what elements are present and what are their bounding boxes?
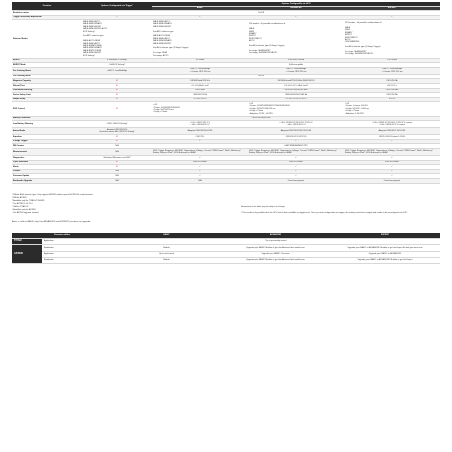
check-mark: ✓ xyxy=(295,16,297,19)
feature-value: + AUTO: Low/Mid/High xyxy=(82,67,152,74)
fw-cell: Up to and issued xyxy=(112,251,221,257)
feature-name: Low Battery Warning xyxy=(12,121,82,128)
feature-value: 0.5 s/4 s/Bolt Lock² xyxy=(152,84,248,89)
feature-value: • Off • Power: 100/90/80/70/60/50% • Delay: 50/100/150 ms • Delay + Power xyxy=(152,102,248,116)
fw-row-label: Application xyxy=(42,238,112,244)
expert-header: EXPERT xyxy=(344,6,440,11)
feature-value: ROF, Trigger Response, MOSFET Temperature, Voltage, Current³, RMS Power³, Work³, Efficiency³, Battery Data per Shot³, ROF Achieved as GEAR xyxy=(152,149,248,156)
feature-value: N/A xyxy=(82,174,152,179)
notes xyxy=(12,194,440,215)
cross-mark: ✗ xyxy=(116,80,118,83)
features-body xyxy=(12,11,440,183)
check-mark: ✓ xyxy=(295,170,297,173)
basic-header: BASIC xyxy=(152,6,248,11)
check-mark: ✓ xyxy=(391,174,393,177)
fw-cell: Upgrade your BASIC or ADVANCED Module or get the Expert xyxy=(330,258,440,264)
feature-value: 3X3 modes - all possible combinations of: SAFE SEMI BINARY BURST BURST/AUTO AUTO DPM RAMPING For AUG selector type (2-Stage Trigger): 1st stage: SEMI/BURST 2nd stage: SEMI/BURST/AUTO xyxy=(344,20,440,58)
feature-value: + AUTO: Low/Mid/High + Custom: RPS 250 ms xyxy=(152,67,248,74)
check-mark: ✓ xyxy=(391,16,393,19)
feature-value: Off/1-250 Bb xyxy=(344,79,440,84)
check-mark: ✓ xyxy=(295,140,297,143)
feature-name: BURST Mode xyxy=(12,63,82,68)
check-mark: ✓ xyxy=(295,174,297,177)
feature-name: Selector Modes xyxy=(12,20,82,58)
feature-value: 0.2 s/0.5 s/1 s xyxy=(152,97,248,102)
feature-value: SAFE-SEMI-AUTO SAFE-SEMI-BINARY SAFE-SEMI-BURST For AR15 selector type: SAFE-AUTO-SEMI SAFE-SEMI-AUTO SAFE-SEMI-BINARY SAFE-SEMI-BURST For AUG selector type (2-Stage Trigger): 1st stage: SEMI 2nd stage: AUTO xyxy=(152,20,248,58)
feature-value: 0.2 s/0.5 s/1 s/1.5 s/2 s xyxy=(248,97,344,102)
feature-name: Series Safety Limit xyxy=(12,93,82,98)
feature-value: + AUTO: Low/Mid/High + Custom: RPS 250 ms xyxy=(248,67,344,74)
feature-name: Brushless motor xyxy=(12,11,82,16)
feature-value: SAFE-SEMI-AUTO SAFE-SEMI-BINARY SAFE-SEMI-BURST SAFE-SEMI-BURST-AUTO ECS Setting² For AR15 selector type: SAFE-AUTO-SEMI SAFE-SEMI-AUTO SAFE-BINARY-SEMI SAFE-SEMI-BINARY SAFE-BURST-SEMI SAFE-SEMI-BURST ECS Setting² xyxy=(82,20,152,58)
feature-value: Ext/Off/Custom xyxy=(344,160,440,165)
feature-value: Adaptive/ON/OFF/50%/OFF xyxy=(152,128,248,135)
feature-value: Adaptive/ON/OFF/1-99%/OFF xyxy=(344,128,440,135)
feature-value: Full/interruptible xyxy=(152,63,440,68)
feature-value: N/A xyxy=(152,178,248,183)
cross-mark: ✗ xyxy=(116,135,118,138)
cross-mark: ✗ xyxy=(116,107,118,110)
feature-value: ROF, Trigger Response, MOSFET Temperature, Voltage, Current³, RMS Power³, Work³, Efficiency³, Battery Data per Shot³, ROF Achieved as GEAR xyxy=(344,149,440,156)
feature-value: Off/1-250 Bb xyxy=(344,93,440,98)
feature-name: 2-Stage Trigger xyxy=(12,139,82,144)
feature-value: N/A xyxy=(82,144,152,149)
feature-name: ROF Control xyxy=(12,102,82,116)
feature-value: OFF/LiPo/LiFe/Li-Ion xyxy=(82,116,440,121)
feature-value: One-time payment xyxy=(248,178,344,183)
advanced-header: ADVANCED xyxy=(248,6,344,11)
feature-value: • Off • Power: 100/95/90/85/80/75/70/60/50/40/30% • Delay: 25/50/75/100/125 ms • Delay + Power • Adaptive: 15/20...50 RPS xyxy=(248,102,344,116)
feature-name: Equalizer xyxy=(12,135,82,140)
fw-cell: Upgrade your BASIC Module or get the Advanced bot module one xyxy=(221,258,330,264)
fw-cell: Upgrade your BASIC. Purchase xyxy=(221,251,330,257)
fw-expert-header: EXPERT xyxy=(330,233,440,239)
feature-value: • LiPo: OFF/6.1/7.2/9.6/11.1 V/12.6 V custom • LiFe: OFF/6.6/9.9 V custom xyxy=(344,121,440,128)
trigger-header: Options Configurable via Trigger¹ xyxy=(82,2,152,11)
feature-value: 3/5 round xyxy=(152,58,248,63)
fw-cell: Module xyxy=(112,245,221,251)
feature-value: • Off • Power: Custom: 100-5% • Delay: 5/10/15/...1000 ms • Delay + Power • Adaptive: 1-50 RPS xyxy=(344,102,440,116)
fw-cell: Up to previously issued xyxy=(112,238,440,244)
fw-row-label: Bootloader xyxy=(42,258,112,264)
feature-name: Magazine Capacity xyxy=(12,79,82,84)
aster-label: ASTER xyxy=(12,245,42,264)
aster-note: Aster is sold as BASIC only. For ADVANCED and EXPERT purchase an upgrade. xyxy=(12,220,91,223)
feature-name: Pre-Cocking Boost xyxy=(12,67,82,74)
feature-value: • LiPo: OFF/6.2/7.2/8.4/11.1 V/12.6 V • LiFe: OFF/6.6/9.9 V xyxy=(248,121,344,128)
feature-name: Active Brake xyxy=(12,128,82,135)
feature-value: ROF, Trigger Response, MOSFET Temperature, Voltage, Current³, RMS Power³, Work³, Efficiency³, Battery Data per Shot³, ROF Achieved as GEAR xyxy=(248,149,344,156)
feature-name: Cycle Detection xyxy=(12,160,82,165)
feature-value: OFF/1-100%/Custom 1-100% xyxy=(344,135,440,140)
feature-name: Profiles xyxy=(12,169,82,174)
cross-mark: ✗ xyxy=(116,161,118,164)
feature-name: Pre-Cocking Mode³ xyxy=(12,74,82,79)
cross-mark: ✗ xyxy=(116,98,118,101)
feature-name: Sniper Delay xyxy=(12,97,82,102)
titan-label: TITAN xyxy=(12,238,42,244)
feature-value: • LiPo: OFF/7.2/11.1 V • LiFe: OFF/6.6/9.9 V xyxy=(152,121,248,128)
feature-value: Off/10 BBs xyxy=(152,88,248,93)
table-row xyxy=(12,149,440,156)
feature-value: 3/5/x/5/8/10 round xyxy=(248,58,344,63)
feature-value: Off/30/50/70 Bb xyxy=(152,93,248,98)
feature-value: 3 rounds/ECS Setting² xyxy=(82,58,152,63)
feature-name: Firmware Update xyxy=(12,174,82,179)
cross-mark: ✗ xyxy=(116,140,118,143)
feature-value: Full/ECS Setting² xyxy=(82,63,152,68)
feature-name: Diagnostics xyxy=(12,156,82,161)
cross-mark: ✗ xyxy=(116,84,118,87)
gcu-header: Options Configurable via GCU xyxy=(152,2,440,6)
feature-value: N/A xyxy=(82,149,152,156)
fw-cell: Upgrade your BASIC or ADVANCED xyxy=(330,251,440,257)
check-mark: ✓ xyxy=(199,165,201,168)
feature-value: Ext/Off/Custom xyxy=(248,160,344,165)
feature-value: Off/30/40/mid/120 60s xyxy=(152,79,248,84)
feature-value: 0.5 s/0.5 s/1.5 s/Bolt Lock² xyxy=(248,84,344,89)
table-row xyxy=(12,102,440,116)
check-mark: ✓ xyxy=(199,140,201,143)
feature-value: Ext/Off/Custom xyxy=(152,160,248,165)
feature-name: Trigger Sensitivity Adjustment xyxy=(12,15,82,20)
fw-cell: Upgrade your BASIC or ADVANCED Module or get the Expert Bu tool ges smart one xyxy=(330,245,440,251)
feature-name: Low Ammo Warning xyxy=(12,88,82,93)
table-row xyxy=(12,121,440,128)
fw-basic-header: BASIC xyxy=(112,233,221,239)
fw-row xyxy=(12,258,440,264)
feature-value: Off/11.1V/ECS Setting² xyxy=(82,121,152,128)
fw-advanced-header: ADVANCED xyxy=(221,233,330,239)
feature-value: N/A xyxy=(82,169,152,174)
feature-value: Off/30/60s/mid/125/130/40s/3/60/100/130 xyxy=(248,79,344,84)
feature-value: OFF/0/0.5/1/1.5/2/2.5% xyxy=(248,135,344,140)
feature-name: Bootloader Upgrade xyxy=(12,178,82,183)
feature-value: Adaptive/ON/OFF/25/50/75%/OFF xyxy=(248,128,344,135)
feature-value: Off/30/40/50/60/70/80 Bb xyxy=(248,93,344,98)
check-mark: ✓ xyxy=(199,16,201,19)
cross-mark: ✗ xyxy=(116,165,118,168)
fw-edition-header: Firmware edition xyxy=(12,233,112,239)
feature-value: Off/1-250 BBs xyxy=(344,88,440,93)
check-mark: ✓ xyxy=(199,170,201,173)
feature-value: 2-99 round xyxy=(344,58,440,63)
feature-value: One-time payment xyxy=(344,178,440,183)
feature-value: On/Off xyxy=(82,11,440,16)
feature-name: Measurements xyxy=(12,149,82,156)
check-mark: ✓ xyxy=(116,16,118,19)
fw-row-label: Application xyxy=(42,251,112,257)
feature-value: LAST/RBBLAIRB/HY/TRY xyxy=(152,144,440,149)
check-mark: ✓ xyxy=(391,140,393,143)
feature-name: Battery Protection xyxy=(12,116,82,121)
feature-value: Adaptive/ON/OFF/50% Brushless motor: AE OFF/FCS Setting² xyxy=(82,128,152,135)
check-mark: ✓ xyxy=(295,156,297,159)
check-mark: ✓ xyxy=(295,165,297,168)
feature-value: On/Off xyxy=(82,74,440,79)
features-table xyxy=(12,2,440,184)
feature-value: Vibrations/Vibrations and LED³ xyxy=(82,156,152,161)
table-row xyxy=(12,178,440,183)
feature-name: BURST xyxy=(12,58,82,63)
function-header: Function xyxy=(12,2,82,11)
feature-value: 256 modes - all possible combinations of: SAFE SEMI BINARY BURST BURST/AUTO AUTO For AUG selector type (2-Stage Trigger): 1st stage: SEMI/BURST 2nd stage: SEMI/BURST/AUTO xyxy=(248,20,344,58)
cross-icon xyxy=(82,102,152,116)
cross-mark: ✗ xyxy=(116,89,118,92)
table-row xyxy=(12,67,440,74)
check-mark: ✓ xyxy=(199,174,201,177)
check-mark: ✓ xyxy=(391,165,393,168)
feature-name: Alerts xyxy=(12,165,82,170)
fw-cell: Module xyxy=(112,258,221,264)
fw-cell: Upgrade your BASIC Module or get the Advanced bot module one xyxy=(221,245,330,251)
check-mark: ✓ xyxy=(199,156,201,159)
feature-name: RB Counter xyxy=(12,144,82,149)
feature-value: ON/7-25L xyxy=(152,135,248,140)
disclaimer: Information in the table may be subject to change. ¹ This needs to be predefined in the GCU and is then available as trigger level. Once you exit configuration via trigger, the setting cannot be changed and needs to be reconfigured via GCU. xyxy=(241,205,408,214)
table-row xyxy=(12,20,440,58)
check-mark: ✓ xyxy=(391,170,393,173)
feature-value: 0/0.1-9.9 s xyxy=(344,84,440,89)
fw-row-label: Bootloader xyxy=(42,245,112,251)
feature-value: 0-9.9 s xyxy=(344,97,440,102)
footnotes: ¹ N/A for AUG selector type. Only apply to ASTER without special ECS/FUG ready firmware. ² N/A for ASTER ³ Available only for TITAN V2 NGRIS ⁴ For ASTER 3.10.79.4 ⁵ N/A for TITAN V2 ⁶ Available only for ASTER ⁷ For ASTER upgrade needed xyxy=(12,193,94,214)
feature-name: Reload Time xyxy=(12,84,82,89)
cross-mark: ✗ xyxy=(116,93,118,96)
check-mark: ✓ xyxy=(391,156,393,159)
table-row xyxy=(12,128,440,135)
firmware-table xyxy=(12,233,440,265)
feature-value: N/A xyxy=(82,178,152,183)
feature-value: + AUTO: Low/Mid/High + Custom: RPS 250 ms xyxy=(344,67,440,74)
feature-value: Off/1/10/20/30/40/50/ BBs xyxy=(248,88,344,93)
